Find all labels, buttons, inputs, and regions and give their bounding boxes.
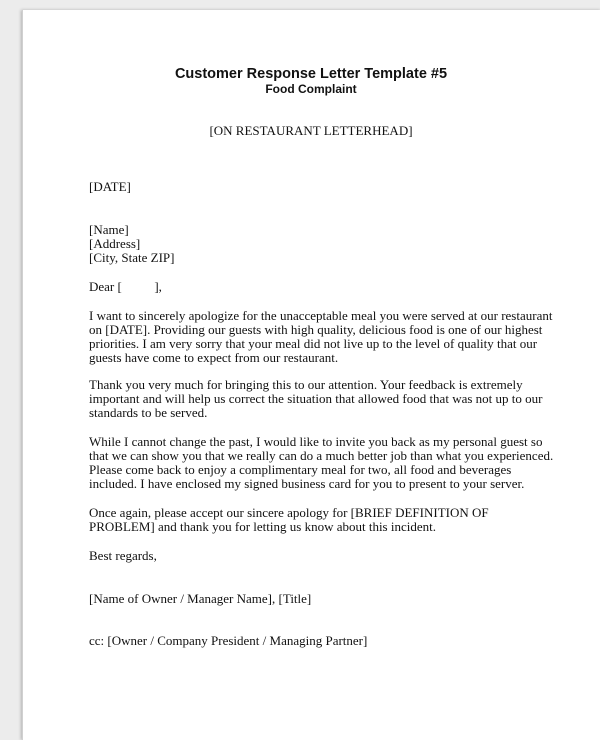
closing: Best regards, <box>89 548 157 563</box>
paragraph-invitation <box>89 435 559 491</box>
paragraph-line: guests have come to expect from our restaurant. <box>89 350 339 365</box>
salutation: Dear [ ], <box>89 279 162 294</box>
paragraph-line: I want to sincerely apologize for the unacceptable meal you were served at our restaurant <box>89 308 553 323</box>
paragraph-line: that we can show you that we really can do a much better job than what you experienced. <box>89 448 554 463</box>
paragraph-line: Thank you very much for bringing this to our attention. Your feedback is extremely <box>89 377 523 392</box>
document-subtitle: Food Complaint <box>265 82 357 96</box>
letterhead-placeholder: [ON RESTAURANT LETTERHEAD] <box>209 123 413 138</box>
signature-placeholder: [Name of Owner / Manager Name], [Title] <box>89 591 312 606</box>
paragraph-line: Please come back to enjoy a complimentary meal for two, all food and beverages <box>89 462 512 477</box>
paragraph-line: While I cannot change the past, I would like to invite you back as my personal guest so <box>89 434 543 449</box>
document-page <box>22 10 600 740</box>
paragraph-line: priorities. I am very sorry that your meal did not live up to the level of quality that our <box>89 336 538 351</box>
address-line-address: [Address] <box>89 236 141 251</box>
paragraph-line: included. I have enclosed my signed business card for you to present to your server. <box>89 476 525 491</box>
paragraph-line: important and will help us correct the situation that allowed food that was not up to our <box>89 391 543 406</box>
paragraph-line: on [DATE]. Providing our guests with high quality, delicious food is one of our highest <box>89 322 543 337</box>
document-title: Customer Response Letter Template #5 <box>174 66 448 82</box>
paragraph-apology <box>89 309 559 365</box>
paragraph-thanks <box>89 378 559 420</box>
cc-line: cc: [Owner / Company President / Managing Partner] <box>89 633 368 648</box>
paragraph-line: Once again, please accept our sincere apology for [BRIEF DEFINITION OF <box>89 505 489 520</box>
paragraph-closing-apology <box>89 506 559 534</box>
address-line-city: [City, State ZIP] <box>89 250 175 265</box>
date-placeholder: [DATE] <box>89 179 131 194</box>
paragraph-line: standards to be served. <box>89 405 208 420</box>
recipient-address <box>89 223 559 265</box>
address-line-name: [Name] <box>89 222 129 237</box>
paragraph-line: PROBLEM] and thank you for letting us know about this incident. <box>89 519 436 534</box>
